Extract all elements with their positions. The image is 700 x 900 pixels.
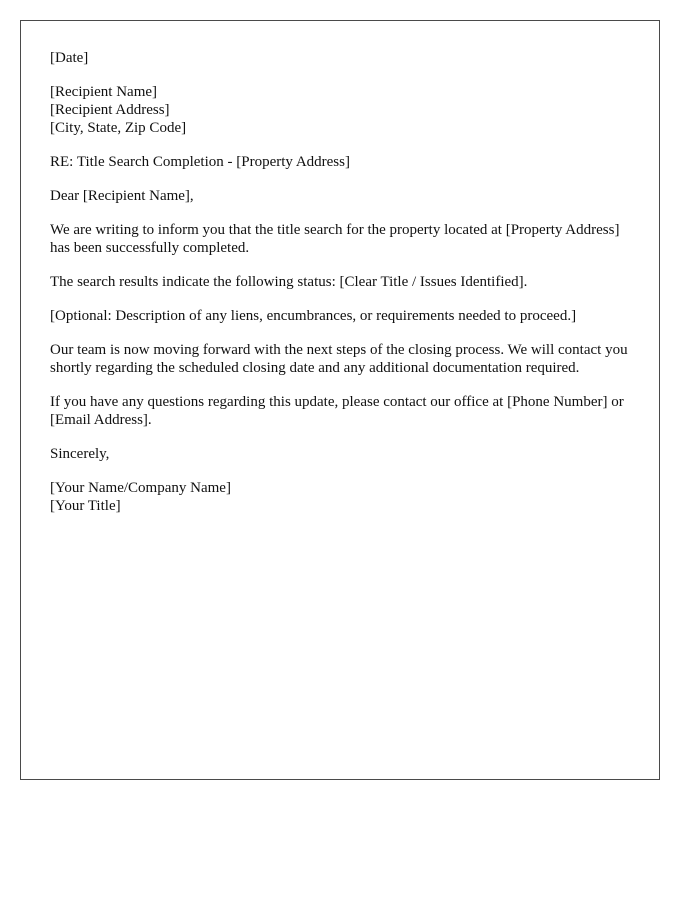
paragraph-optional-description: [Optional: Description of any liens, encumbrances, or requirements needed to proceed.]	[50, 308, 577, 324]
letter-date: [Date]	[50, 50, 89, 66]
paragraph-next-steps: Our team is now moving forward with the next steps of the closing process. We will contact you shortly regarding the scheduled closing date and any additional documentation required.	[50, 342, 628, 376]
letter-closing: Sincerely,	[50, 446, 110, 462]
paragraph-status: The search results indicate the following status: [Clear Title / Issues Identified].	[50, 274, 528, 290]
recipient-city-state-zip: [City, State, Zip Code]	[50, 120, 187, 136]
paragraph-contact: If you have any questions regarding this update, please contact our office at [Phone Number] or [Email Address].	[50, 394, 624, 428]
paragraph-completion: We are writing to inform you that the title search for the property located at [Property Address] has been successfully completed.	[50, 222, 620, 256]
recipient-name: [Recipient Name]	[50, 84, 158, 100]
signature-name: [Your Name/Company Name]	[50, 480, 231, 496]
letter-body	[50, 49, 638, 531]
letter-salutation: Dear [Recipient Name],	[50, 188, 194, 204]
signature-block	[50, 479, 638, 515]
letter-page	[20, 20, 660, 780]
recipient-block	[50, 83, 638, 137]
recipient-address: [Recipient Address]	[50, 102, 170, 118]
letter-subject: RE: Title Search Completion - [Property Address]	[50, 154, 350, 170]
signature-title: [Your Title]	[50, 498, 121, 514]
